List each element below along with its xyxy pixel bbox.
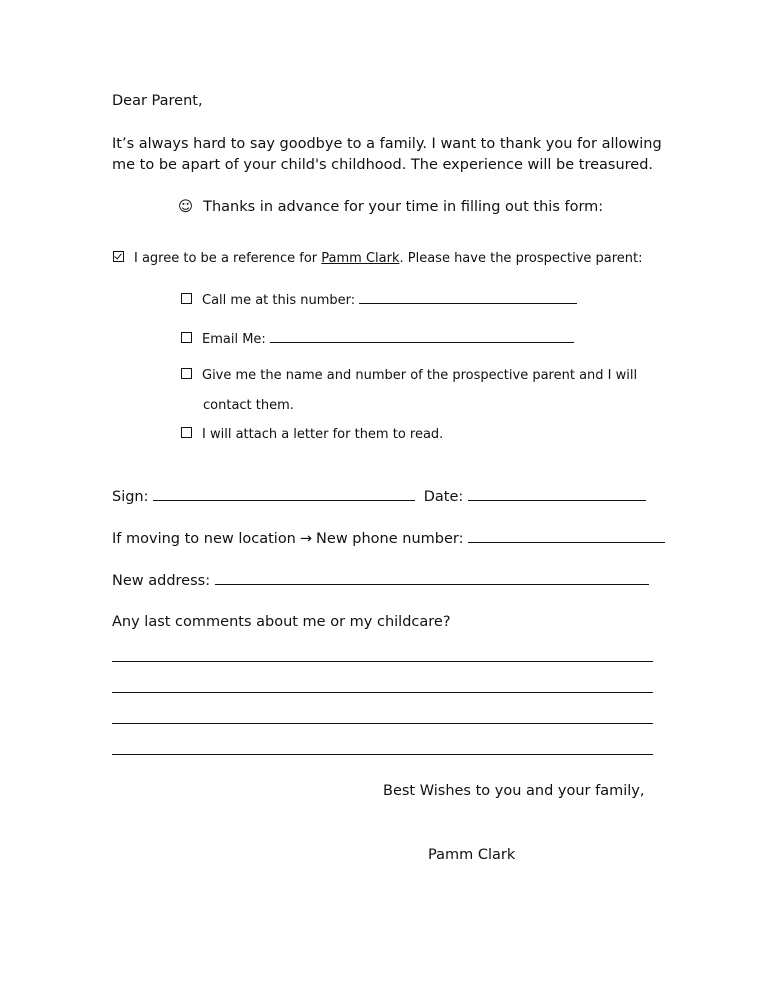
sign-line (112, 487, 646, 506)
agree-line (113, 251, 643, 267)
option-letter (181, 427, 443, 443)
intro-line-2: me to be apart of your child's childhood. The experience will be treasured. (112, 157, 654, 173)
option-contact (181, 368, 637, 384)
email-label: Email Me: (202, 332, 266, 347)
sign-label: Sign: (112, 489, 149, 505)
closing: Best Wishes to you and your family, (383, 783, 645, 799)
smiley-icon: ☺ (178, 199, 194, 215)
comment-line-2[interactable] (112, 679, 653, 693)
contact-checkbox[interactable] (181, 368, 192, 379)
moving-line (112, 529, 665, 548)
letter-label: I will attach a letter for them to read. (202, 427, 444, 442)
reference-name: Pamm Clark (321, 251, 400, 266)
address-line (112, 571, 649, 590)
agree-checkbox[interactable] (113, 251, 124, 262)
call-label: Call me at this number: (202, 293, 356, 308)
new-address-field[interactable] (215, 571, 649, 585)
moving-prefix: If moving to new location (112, 531, 296, 547)
thanks-text: Thanks in advance for your time in filling out this form: (203, 199, 604, 215)
email-field[interactable] (270, 329, 574, 343)
option-email (181, 329, 574, 348)
letter-checkbox[interactable] (181, 427, 192, 438)
signature-name: Pamm Clark (428, 847, 516, 863)
option-call (181, 290, 577, 309)
thanks-line (178, 198, 603, 216)
date-field[interactable] (468, 487, 646, 501)
call-checkbox[interactable] (181, 293, 192, 304)
arrow-right-icon: → (299, 531, 313, 547)
signature-field[interactable] (153, 487, 415, 501)
intro-line-1: It’s always hard to say goodbye to a family. I want to thank you for allowing (112, 136, 662, 152)
option-contact-continuation: contact them. (203, 398, 294, 413)
greeting: Dear Parent, (112, 93, 203, 109)
phone-number-field[interactable] (359, 290, 577, 304)
comment-line-3[interactable] (112, 710, 653, 724)
contact-label: Give me the name and number of the prospective parent and I will (202, 368, 638, 383)
email-checkbox[interactable] (181, 332, 192, 343)
comments-label: Any last comments about me or my childcare? (112, 614, 451, 630)
new-phone-field[interactable] (468, 529, 665, 543)
date-label: Date: (423, 489, 464, 505)
agree-suffix: . Please have the prospective parent: (399, 251, 643, 266)
agree-prefix: I agree to be a reference for (134, 251, 318, 266)
comment-line-4[interactable] (112, 741, 653, 755)
moving-suffix: New phone number: (316, 531, 464, 547)
comment-line-1[interactable] (112, 648, 653, 662)
address-label: New address: (112, 573, 211, 589)
